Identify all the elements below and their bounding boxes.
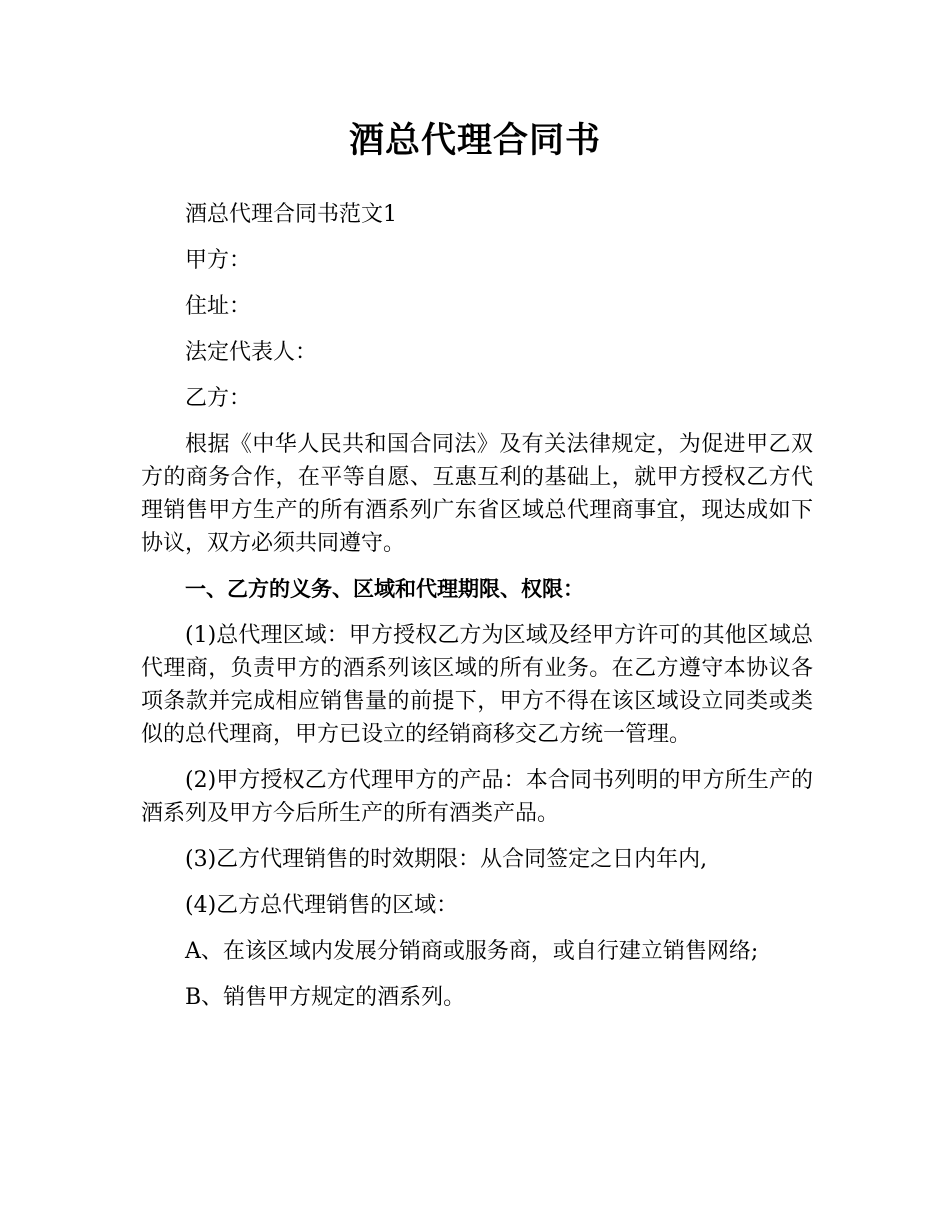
clause-4-item-b: B、销售甲方规定的酒系列。	[185, 985, 466, 1010]
document-body	[141, 198, 813, 1027]
paragraph-preamble: 根据《中华人民共和国合同法》及有关法律规定，为促进甲乙双方的商务合作，在平等自愿、互惠互利的基础上，就甲方授权乙方代理销售甲方生产的所有酒系列广东省区域总代理商事宜，现达成如下协议，双方必须共同遵守。	[141, 432, 813, 556]
paragraph-subtitle: 酒总代理合同书范文1	[185, 202, 397, 227]
paragraph-party-b: 乙方：	[185, 386, 252, 411]
document-title: 酒总代理合同书	[348, 121, 601, 161]
paragraph-address: 住址：	[185, 294, 252, 319]
clause-4-item-a: A、在该区域内发展分销商或服务商，或自行建立销售网络;	[185, 939, 759, 964]
clause-2: (2)甲方授权乙方代理甲方的产品：本合同书列明的甲方所生产的酒系列及甲方今后所生产的所有酒类产品。	[141, 768, 813, 826]
section-heading-1: 一、乙方的义务、区域和代理期限、权限：	[185, 577, 584, 601]
clause-4: (4)乙方总代理销售的区域：	[185, 893, 459, 918]
paragraph-legal-representative: 法定代表人：	[185, 340, 318, 365]
clause-1: (1)总代理区域：甲方授权乙方为区域及经甲方许可的其他区域总代理商，负责甲方的酒系列该区域的所有业务。在乙方遵守本协议各项条款并完成相应销售量的前提下，甲方不得在该区域设立同类或类似的总代理商，甲方已设立的经销商移交乙方统一管理。	[141, 623, 813, 747]
paragraph-party-a: 甲方：	[185, 248, 252, 273]
clause-3: (3)乙方代理销售的时效期限：从合同签定之日内年内,	[185, 847, 708, 872]
